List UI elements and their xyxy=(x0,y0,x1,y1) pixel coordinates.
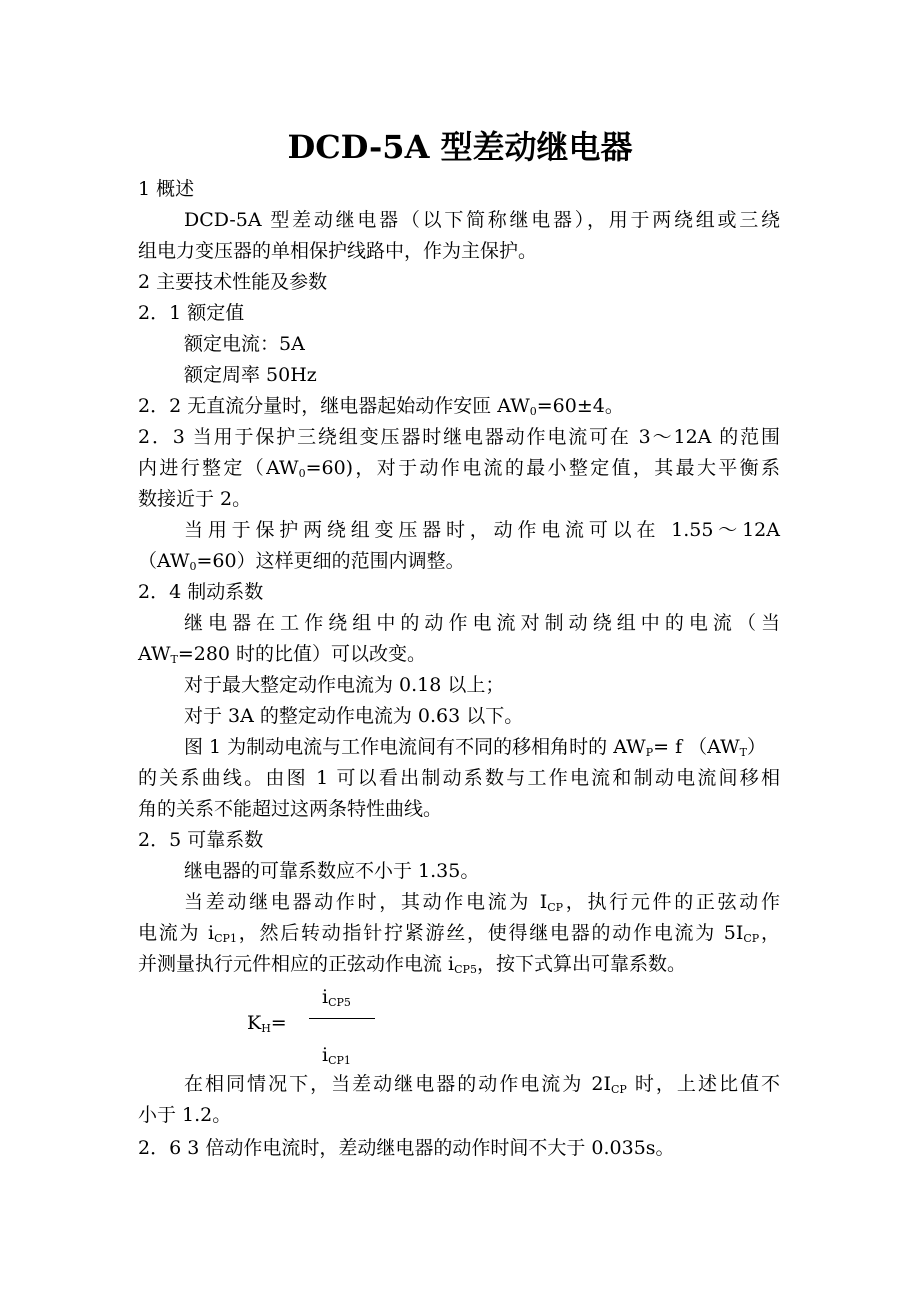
section-2-5-line: 继电器的可靠系数应不小于 1.35。 xyxy=(184,860,480,882)
section-1-heading: 1 概述 xyxy=(138,178,195,200)
section-2-5-line: 小于 1.2。 xyxy=(138,1104,232,1126)
section-2-4-line: 对于最大整定动作电流为 0.18 以上； xyxy=(184,674,505,696)
section-2-5-heading: 2．5 可靠系数 xyxy=(138,829,264,851)
formula-denominator: $i_{CP1}$ xyxy=(322,1044,351,1067)
section-2-3-line: 当用于保护两绕组变压器时，动作电流可以在 1.55～12A xyxy=(184,519,780,541)
section-2-4-line: 角的关系不能超过这两条特性曲线。 xyxy=(138,798,443,820)
formula-lhs: $K_H=$ xyxy=(247,1012,287,1035)
section-2-5-line: 电流为 $i_{CP1}$，然后转动指针拧紧游丝，使得继电器的动作电流为 $5I_{CP}$， xyxy=(138,922,780,945)
rated-frequency: 额定周率 50Hz xyxy=(184,364,317,386)
section-2-4-line: $AW_T=280$ 时的比值）可以改变。 xyxy=(138,643,427,666)
section-2-3-line: $(AW_0=60)$这样更细的范围内调整。 xyxy=(138,550,465,573)
page-title: DCD-5A 型差动继电器 xyxy=(287,128,633,166)
section-2-2: 2．2 无直流分量时，继电器起始动作安匝 $AW_0=60\pm 4$。 xyxy=(138,395,624,418)
rated-current: 额定电流：5A xyxy=(184,333,305,355)
paragraph-line: 组电力变压器的单相保护线路中，作为主保护。 xyxy=(138,240,538,262)
fraction-bar xyxy=(309,1018,375,1019)
section-2-5-line: 在相同情况下，当差动继电器的动作电流为 $2I_{CP}$ 时，上述比值不 xyxy=(184,1073,780,1096)
section-2-5-line: 并测量执行元件相应的正弦动作电流 $i_{CP5}$，按下式算出可靠系数。 xyxy=(138,953,686,976)
section-2-4-heading: 2．4 制动系数 xyxy=(138,581,264,603)
section-2-heading: 2 主要技术性能及参数 xyxy=(138,271,328,293)
section-2-4-line: 的关系曲线。由图 1 可以看出制动系数与工作电流和制动电流间移相 xyxy=(138,767,780,789)
section-2-4-line: 对于 3A 的整定动作电流为 0.63 以下。 xyxy=(184,705,524,727)
formula-numerator: $i_{CP5}$ xyxy=(322,986,351,1009)
section-2-3-line: 内进行整定$(AW_0=60)$，对于动作电流的最小整定值，其最大平衡系 xyxy=(138,457,780,480)
section-2-4-line: 图 1 为制动电流与工作电流间有不同的移相角时的 $AW_P= f$ $(AW_T)$ xyxy=(184,736,766,759)
section-2-3-line: 2．3 当用于保护三绕组变压器时继电器动作电流可在 3～12A 的范围 xyxy=(138,426,780,448)
section-2-4-line: 继电器在工作绕组中的动作电流对制动绕组中的电流（当 xyxy=(184,612,780,634)
section-2-5-line: 当差动继电器动作时，其动作电流为 $I_{CP}$，执行元件的正弦动作 xyxy=(184,891,780,914)
section-2-3-line: 数接近于 2。 xyxy=(138,488,252,510)
section-2-1-heading: 2．1 额定值 xyxy=(138,302,245,324)
section-2-6: 2．6 3 倍动作电流时，差动继电器的动作时间不大于 0.035s。 xyxy=(138,1137,675,1159)
paragraph-line: DCD-5A 型差动继电器（以下简称继电器），用于两绕组或三绕 xyxy=(184,209,780,231)
